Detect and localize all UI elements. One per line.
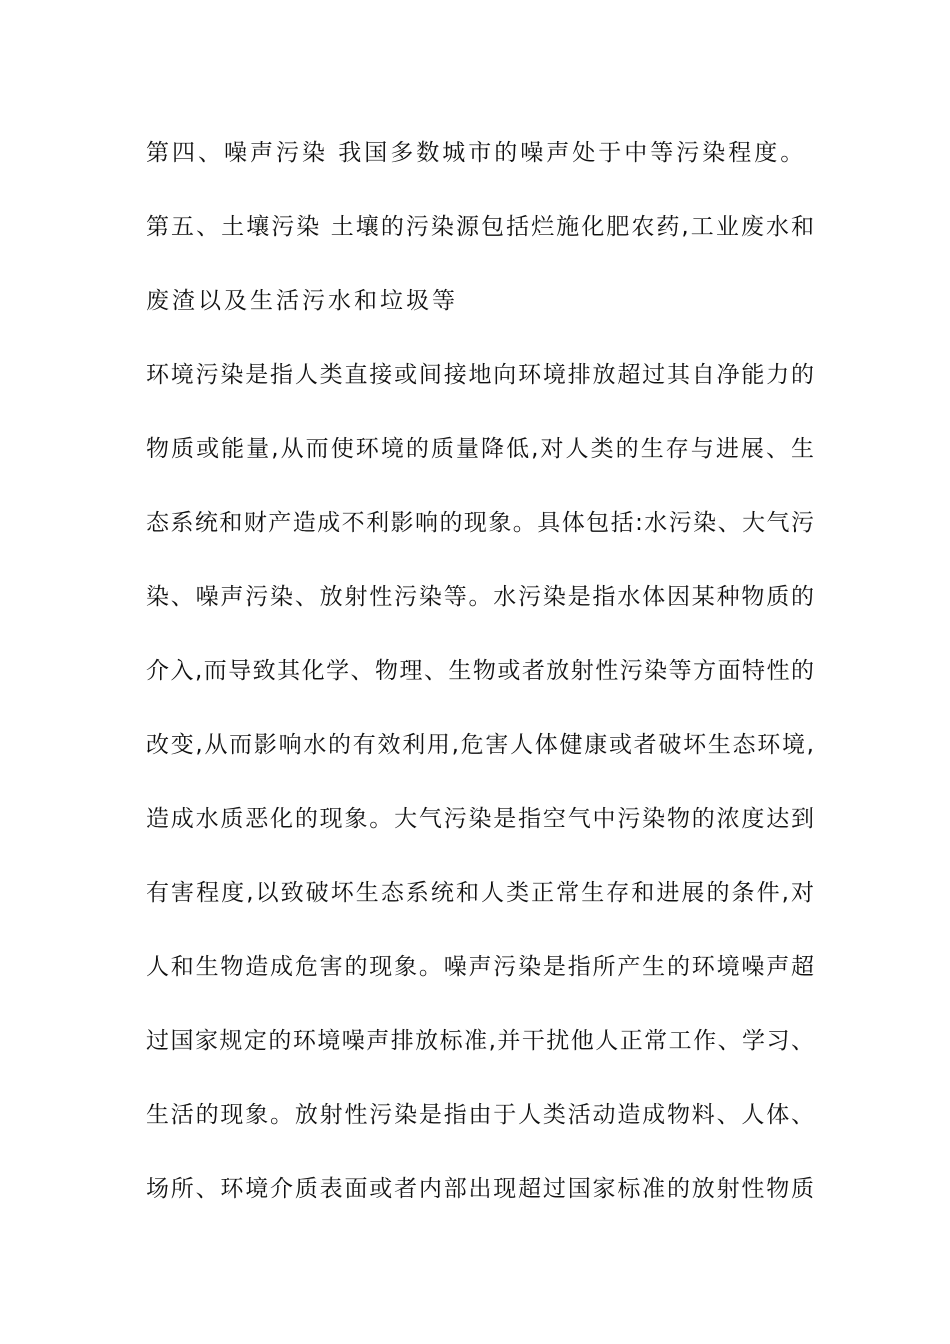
document-body <box>146 128 814 1238</box>
text-line: 造成水质恶化的现象。大气污染是指空气中污染物的浓度达到 <box>146 806 814 832</box>
text-line: 有害程度,以致破坏生态系统和人类正常生存和进展的条件,对 <box>146 880 814 906</box>
text-line: 第四、噪声污染 我国多数城市的噪声处于中等污染程度。 <box>146 140 807 166</box>
text-line: 生活的现象。放射性污染是指由于人类活动造成物料、人体、 <box>146 1102 814 1128</box>
text-line: 第五、土壤污染 土壤的污染源包括烂施化肥农药,工业废水和 <box>146 214 814 240</box>
text-line: 态系统和财产造成不利影响的现象。具体包括:水污染、大气污 <box>146 510 814 536</box>
text-line: 场所、环境介质表面或者内部出现超过国家标准的放射性物质 <box>146 1176 814 1202</box>
text-line: 环境污染是指人类直接或间接地向环境排放超过其自净能力的 <box>146 362 814 388</box>
text-line: 人和生物造成危害的现象。噪声污染是指所产生的环境噪声超 <box>146 954 814 980</box>
text-line: 染、噪声污染、放射性污染等。水污染是指水体因某种物质的 <box>146 584 814 610</box>
text-line: 改变,从而影响水的有效利用,危害人体健康或者破坏生态环境, <box>146 732 814 758</box>
text-line: 废渣以及生活污水和垃圾等 <box>146 288 458 314</box>
text-line: 过国家规定的环境噪声排放标准,并干扰他人正常工作、学习、 <box>146 1028 814 1054</box>
text-line: 介入,而导致其化学、物理、生物或者放射性污染等方面特性的 <box>146 658 814 684</box>
text-line: 物质或能量,从而使环境的质量降低,对人类的生存与进展、生 <box>146 436 814 462</box>
